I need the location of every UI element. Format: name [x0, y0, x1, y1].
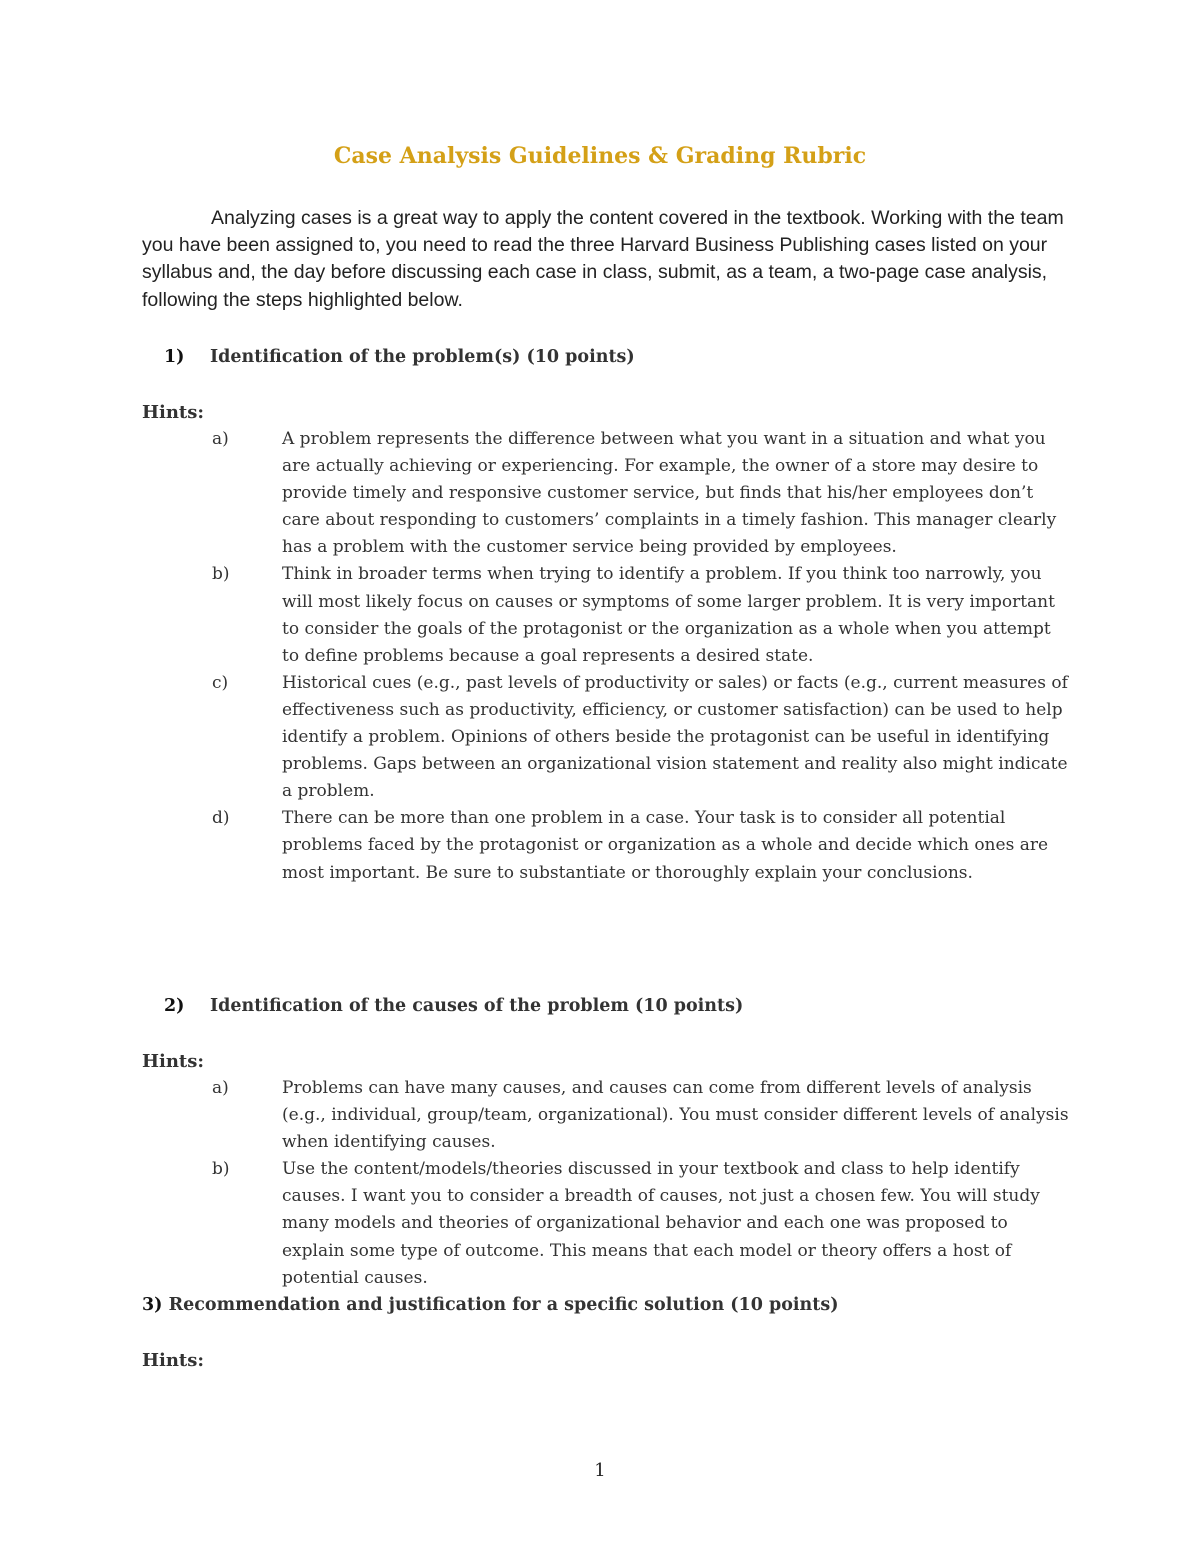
- page-number: 1: [594, 1460, 606, 1481]
- list-item-text: Think in broader terms when trying to identify a problem. If you think too narrowly, you will most likely focus on causes or symptoms of some larger problem. It is very important to consider the goals of the protagonist or the organization as a whole when you attempt to define problems because a goal represents a desired state.: [282, 564, 1055, 666]
- section-3-title: Recommendation and justification for a specific solution (10 points): [168, 1295, 839, 1315]
- list-marker: b): [212, 564, 230, 585]
- list-item-text: Use the content/models/theories discussed in your textbook and class to help identify causes. I want you to consider a breadth of causes, not just a chosen few. You will study many models and theories of organizational behavior and each one was proposed to explain some type of outcome. This means that each model or theory offers a host of potential causes.: [282, 1159, 1040, 1288]
- section-2-number: 2): [164, 996, 185, 1016]
- list-item: [142, 1156, 1072, 1291]
- section-3-number: 3): [142, 1295, 163, 1315]
- list-marker: a): [212, 429, 229, 449]
- intro-paragraph: Analyzing cases is a great way to apply the content covered in the textbook. Working with the team you have been assigned to, you need to read the three Harvard Business Publishing cases listed on your syllabus and, the day before discussing each case in class, submit, as a team, a two-page case analysis, following the steps highlighted below.: [142, 207, 1064, 311]
- list-item-text: Problems can have many causes, and causes can come from different levels of analysis (e.g., individual, group/team, organizational). You must consider different levels of analysis when identifying causes.: [282, 1078, 1069, 1153]
- section-3-hints-label: Hints:: [142, 1350, 205, 1371]
- list-item: [142, 1075, 1072, 1156]
- section-3-heading: [142, 1295, 839, 1315]
- section-2-hints-label: Hints:: [142, 1051, 205, 1072]
- document-title: Case Analysis Guidelines & Grading Rubric: [333, 143, 867, 169]
- section-1-hints-list: [142, 426, 1072, 887]
- list-item-text: There can be more than one problem in a case. Your task is to consider all potential problems faced by the protagonist or organization as a whole and decide which ones are most important. Be sure to substantiate or thoroughly explain your conclusions.: [282, 808, 1049, 883]
- list-item: [142, 426, 1072, 561]
- section-1-number: 1): [164, 347, 185, 367]
- section-1-heading: [164, 347, 635, 367]
- list-item-text: A problem represents the difference between what you want in a situation and what you are actually achieving or experiencing. For example, the owner of a store may desire to provide timely and responsive customer service, but finds that his/her employees don’t care about responding to customers’ complaints in a timely fashion. This manager clearly has a problem with the customer service being provided by employees.: [282, 429, 1057, 558]
- list-item: [142, 805, 1072, 886]
- list-marker: c): [212, 672, 229, 693]
- section-2-hints-list: [142, 1075, 1072, 1292]
- section-2-heading: [164, 996, 743, 1016]
- list-item: [142, 561, 1072, 669]
- list-item-text: Historical cues (e.g., past levels of productivity or sales) or facts (e.g., current measures of effectiveness such as productivity, efficiency, or customer satisfaction) can be used to help identify a problem. Opinions of others beside the protagonist can be useful in identifying problems. Gaps between an organizational vision statement and reality also might indicate a problem.: [282, 672, 1068, 802]
- section-1-title: Identification of the problem(s) (10 points): [210, 347, 635, 367]
- list-item: [142, 670, 1072, 805]
- section-2-title: Identification of the causes of the problem (10 points): [210, 996, 744, 1016]
- list-marker: b): [212, 1159, 230, 1180]
- list-marker: d): [212, 808, 230, 829]
- section-1-hints-label: Hints:: [142, 402, 205, 423]
- list-marker: a): [212, 1078, 229, 1098]
